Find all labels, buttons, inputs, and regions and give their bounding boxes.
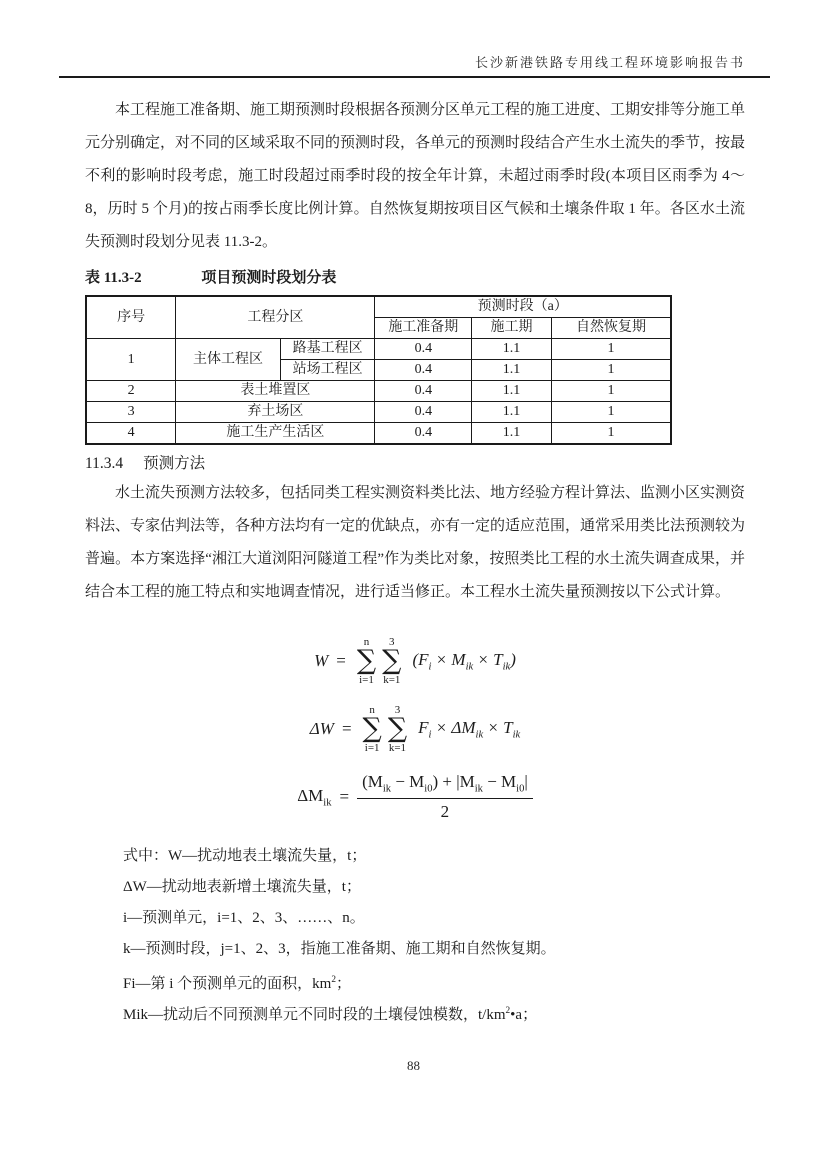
cell-zone-main: 主体工程区: [176, 339, 281, 381]
sum-operator: [363, 704, 382, 754]
cell-constr: 1.1: [472, 402, 552, 423]
sum-upper-limit: 3: [394, 704, 401, 716]
page-footer: [0, 1058, 827, 1074]
cell-recovery: 1: [551, 423, 671, 445]
cell-recovery: 1: [551, 381, 671, 402]
cell-recovery: 1: [551, 402, 671, 423]
table-header-row-1: [86, 296, 671, 318]
cell-prep: 0.4: [375, 360, 472, 381]
cell-recovery: 1: [551, 360, 671, 381]
sigma-icon: ∑: [356, 645, 377, 676]
fraction: [357, 772, 533, 821]
cell-recovery: 1: [551, 339, 671, 360]
table-row: [86, 402, 671, 423]
symbol-definitions-list: [85, 841, 745, 1027]
cell-constr: 1.1: [472, 360, 552, 381]
equals-sign: =: [341, 719, 352, 738]
section-title: 预测方法: [143, 455, 206, 472]
page-header: [0, 0, 827, 78]
header-cell-period-group: 预测时段（a）: [375, 296, 671, 318]
sum-upper-limit: n: [369, 704, 375, 716]
sum-operator: [382, 636, 401, 686]
sum-lower-limit: i=1: [364, 742, 380, 754]
table-row: [86, 423, 671, 445]
formula-total-soil-loss: [85, 631, 745, 691]
definition-item: i—预测单元，i=1、2、3、……、n。: [123, 910, 365, 926]
cell-no: 4: [86, 423, 176, 445]
cell-zone: 弃土场区: [176, 402, 375, 423]
cell-prep: 0.4: [375, 339, 472, 360]
formula-expression: $(F_i \times M_{ik} \times T_{ik})$: [412, 649, 516, 673]
formula-expression: $F_i \times \Delta M_{ik} \times T_{ik}$: [418, 717, 521, 741]
cell-zone: 施工生产生活区: [176, 423, 375, 445]
cell-constr: 1.1: [472, 339, 552, 360]
sum-lower-limit: k=1: [388, 742, 407, 754]
formula-new-soil-loss: [85, 701, 745, 757]
header-cell-constr: 施工期: [472, 318, 552, 339]
header-cell-no: 序号: [86, 296, 176, 339]
cell-no: 1: [86, 339, 176, 381]
main-content: [85, 94, 745, 1027]
definition-item: k—预测时段，j=1、2、3，指施工准备期、施工期和自然恢复期。: [123, 941, 556, 957]
definition-item: 式中：W—扰动地表土壤流失量，t；: [123, 848, 367, 864]
sigma-icon: ∑: [387, 713, 408, 744]
sum-lower-limit: k=1: [383, 674, 401, 686]
header-rule: [59, 76, 770, 78]
cell-constr: 1.1: [472, 381, 552, 402]
header-cell-recovery: 自然恢复期: [551, 318, 671, 339]
header-cell-prep: 施工准备期: [375, 318, 472, 339]
formula-lhs: $\Delta M_{ik}$: [297, 785, 332, 809]
definition-item: ΔW—扰动地表新增土壤流失量，t；: [123, 879, 361, 895]
sum-upper-limit: n: [363, 636, 370, 648]
sigma-icon: ∑: [382, 645, 402, 676]
table-row: [86, 381, 671, 402]
table-row: [86, 339, 671, 360]
cell-zone-sub: 站场工程区: [280, 360, 375, 381]
page-number: 88: [407, 1058, 420, 1073]
cell-constr: 1.1: [472, 423, 552, 445]
cell-prep: 0.4: [375, 423, 472, 445]
sigma-icon: ∑: [362, 713, 382, 744]
cell-zone-sub: 路基工程区: [280, 339, 375, 360]
sum-operator: [388, 704, 407, 754]
sum-upper-limit: 3: [389, 636, 395, 648]
paragraph-prediction-method: 水土流失预测方法较多，包括同类工程实测资料类比法、地方经验方程计算法、监测小区实测资料法、专家估判法等，各种方法均有一定的优缺点，亦有一定的适应范围，通常采用类比法预测较为普遍。本方案选择“湘江大道浏阳河隧道工程”作为类比对象，按照类比工程的水土流失调查成果，并结合本工程的施工特点和实地调查情况，进行适当修正。本工程水土流失量预测按以下公式计算。: [85, 485, 746, 600]
section-heading: [85, 451, 745, 477]
equals-sign: =: [336, 651, 346, 670]
table-caption: [85, 266, 745, 292]
table-caption-title: 项目预测时段划分表: [201, 270, 337, 286]
header-cell-zone: 工程分区: [176, 296, 375, 339]
formula-delta-erosion-modulus: [85, 767, 745, 827]
prediction-period-table: [85, 295, 672, 445]
header-title: 长沙新港铁路专用线工程环境影响报告书: [474, 55, 745, 70]
sum-operator: [357, 636, 376, 686]
definition-item: Mik—扰动后不同预测单元不同时段的土壤侵蚀模数，$t/km^2•a$；: [123, 1006, 538, 1023]
definition-item: Fi—第 i 个预测单元的面积，$km^2$；: [123, 975, 352, 992]
cell-prep: 0.4: [375, 381, 472, 402]
fraction-numerator: $(M_{ik} - M_{i0}) + |M_{ik} - M_{i0}|$: [357, 772, 533, 798]
cell-zone: 表土堆置区: [176, 381, 375, 402]
formula-lhs: ΔW: [309, 719, 334, 738]
equals-sign: =: [339, 787, 350, 806]
table-caption-label: 表 11.3-2: [85, 270, 142, 286]
cell-prep: 0.4: [375, 402, 472, 423]
section-number: 11.3.4: [85, 455, 124, 472]
formula-lhs: W: [314, 651, 329, 670]
cell-no: 2: [86, 381, 176, 402]
paragraph-prediction-periods: 本工程施工准备期、施工期预测时段根据各预测分区单元工程的施工进度、工期安排等分施工单元分别确定，对不同的区域采取不同的预测时段，各单元的预测时段结合产生水土流失的季节，按最不利的影响时段考虑，施工时段超过雨季时段的按全年计算，未超过雨季时段(本项目区雨季为 4～8，历时 5 个月)的按占雨季长度比例计算。自然恢复期按项目区气候和土壤条件取 1 年。各区水土流失预测时段划分见表 11.3-2。: [85, 102, 746, 250]
fraction-denominator: 2: [440, 801, 450, 821]
cell-no: 3: [86, 402, 176, 423]
sum-lower-limit: i=1: [359, 674, 374, 686]
